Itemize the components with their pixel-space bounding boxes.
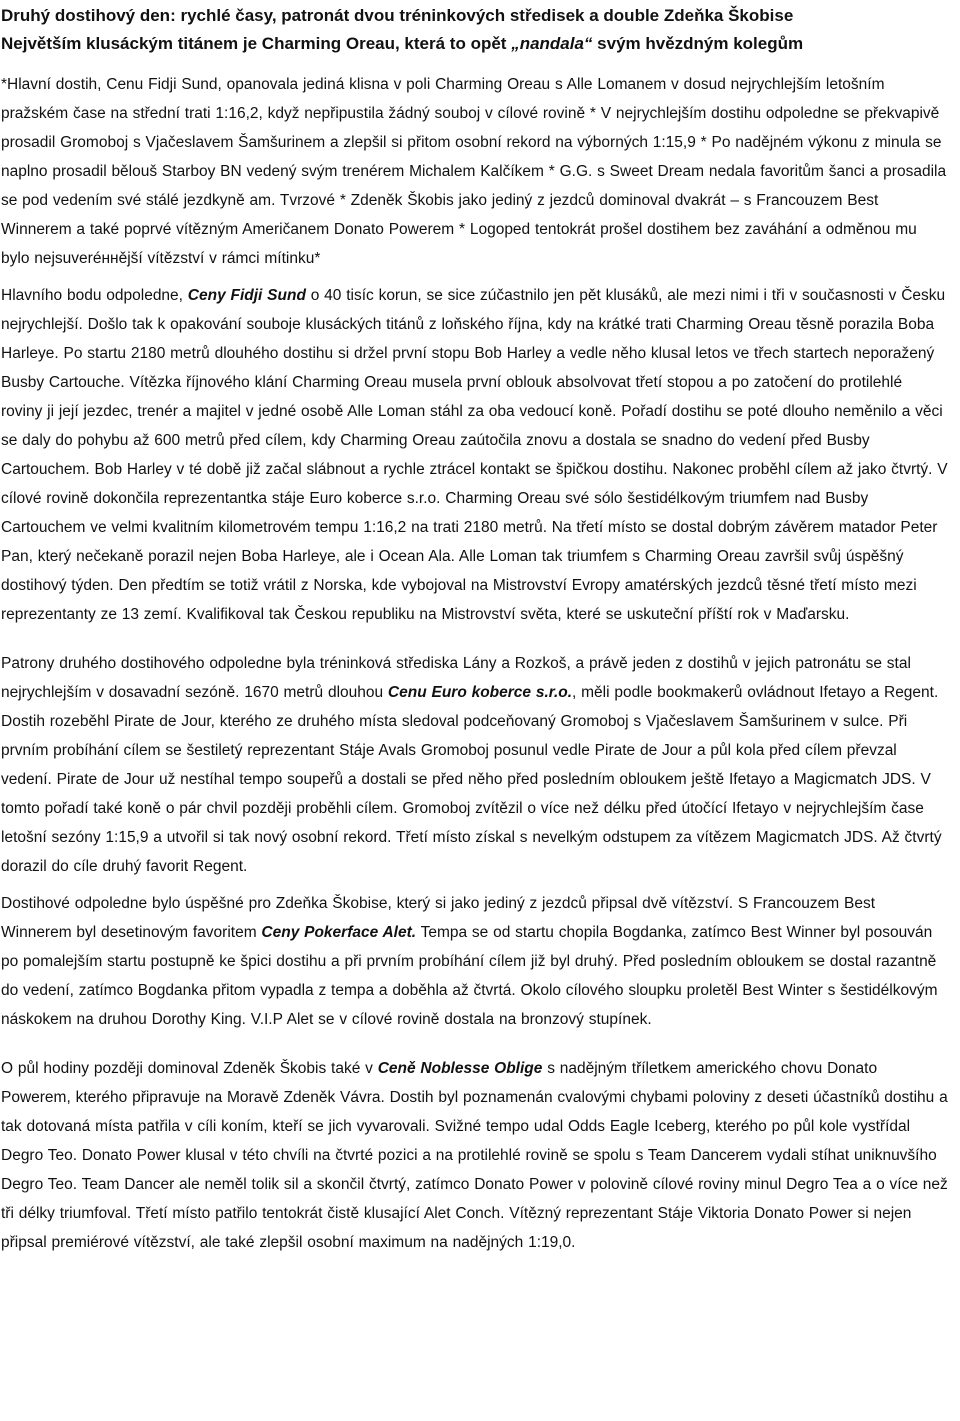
subtitle-part1: Největším klusáckým titánem je Charming Oreau, která to opět <box>1 34 512 53</box>
p3-text-a: Dostihové odpoledne bylo úspěšné pro Zdeňka Škobise, který si jako jediný z jezdců připsal dvě vítězství. S Francouzem Best Winnerem byl desetinovým favoritem <box>1 895 876 941</box>
paragraph-skobis-second <box>1 1054 948 1257</box>
p1-race-name: Ceny Fidji Sund <box>187 287 306 304</box>
p4-race-name: Ceně Noblesse Oblige <box>377 1060 543 1077</box>
p2-race-name: Cenu Euro koberce s.r.o. <box>387 684 573 701</box>
paragraph-skobis-first <box>1 889 948 1034</box>
p4-text-b: s nadějným tříletkem amerického chovu Donato Powerem, kterého připravuje na Moravě Zdeněk Vávra. Dostih byl poznamenán cvalovými chybami poloviny z deseti účastníků dostihu a tak dotovaná místa patřila v cíli koním, kteří se jich vyvarovali. Svižné tempo udal Odds Eagle Iceberg, kterého po půl kole vystřídal Degro Teo. Donato Power klusal v této chvíli na čtvrté pozici a na protilehlé rovině se spolu s Team Dancerem vydali stíhat uniknuvšího Degro Teo. Team Dancer ale neměl tolik sil a skončil čtvrtý, zatímco Donato Power v polovině cílové roviny minul Degro Tea a o více než tři délky triumfoval. Třetí místo patřilo tentokrát čistě klusající Alet Conch. Vítězný reprezentant Stáje Viktoria Donato Power si nejen připsal premiérové vítězství, ale také zlepšil osobní maximum na nadějných 1:19,0. <box>1 1060 948 1251</box>
p3-race-name: Ceny Pokerface Alet. <box>261 924 417 941</box>
p3-text-b: Tempa se od startu chopila Bogdanka, zatímco Best Winner byl posouván po pomalejším startu postupně ke špici dostihu a při prvním probíhání cílem již byl druhý. Před posledním obloukem se dostal razantně do vedení, zatímco Bogdanka přitom vypadla z tempa a doběhla až čtvrtá. Okolo cílového sloupku proletěl Best Winter s šestidélkovým náskokem na druhou Dorothy King. V.I.P Alet se v cílové rovině dostala na bronzový stupínek. <box>1 924 938 1028</box>
spacer <box>1 1034 948 1054</box>
spacer <box>1 881 948 889</box>
p1-text-b: o 40 tisíc korun, se sice zúčastnilo jen pět klusáků, ale mezi nimi i tři v současnosti v Česku nejrychlejší. Došlo tak k opakování souboje klusáckých titánů z loňského října, kdy na krátké trati Charming Oreau těsně porazila Boba Harleye. Po startu 2180 metrů dlouhého dostihu si držel první stopu Bob Harley a vedle něho klusal letos ve třech startech neporažený Busby Cartouche. Vítězka říjnového klání Charming Oreau musela první oblouk absolvovat třetí stopou a po zatočení do protilehlé roviny ji její jezdec, trenér a majitel v jedné osobě Alle Loman stáhl za oba vedoucí koně. Pořadí dostihu se poté dlouho neměnilo a věci se daly do pohybu až 600 metrů před cílem, kdy Charming Oreau zaútočila znovu a dostala se snadno do vedení před Busby Cartouchem. Bob Harley v té době již začal slábnout a rychle ztrácel kontakt se špičkou dostihu. Nakonec proběhl cílem až jako čtvrtý. V cílové rovině dokončila reprezentantka stáje Euro koberce s.r.o. Charming Oreau své sólo šestidélkovým triumfem nad Busby Cartouchem ve velmi kvalitním kilometrovém tempu 1:16,2 na trati 2180 metrů. Na třetí místo se dostal dobrým závěrem matador Peter Pan, který nečekaně porazil nejen Boba Harleye, ale i Ocean Ala. Alle Loman tak triumfem s Charming Oreau završil svůj úspěšný dostihový týden. Den předtím se totiž vrátil z Norska, kde vybojoval na Mistrovství Evropy amatérských jezdců těsné třetí místo mezi reprezentanty ze 13 zemí. Kvalifikoval tak Českou republiku na Mistrovství světa, které se uskuteční příští rok v Maďarsku. <box>1 287 948 623</box>
subtitle-part2: svým hvězdným kolegům <box>592 34 804 53</box>
paragraph-main-race <box>1 281 948 629</box>
article-intro: *Hlavní dostih, Cenu Fidji Sund, opanovala jediná klisna v poli Charming Oreau s Alle Lomanem v dosud nejrychlejším letošním pražském čase na střední trati 1:16,2, když nepřipustila žádný souboj v cílové rovině * V nejrychlejším dostihu odpoledne se překvapivě prosadil Gromoboj s Vjačeslavem Šamšurinem a zlepšil si přitom osobní rekord na výborných 1:15,9 * Po nadějném výkonu z minula se naplno prosadil bělouš Starboy BN vedený svým trenérem Michalem Kalčíkem * G.G. s Sweet Dream nedala favoritům šanci a prosadila se pod vedením své stálé jezdkyně am. Tvrzové * Zdeněk Škobis jako jediný z jezdců dominoval dvakrát – s Francouzem Best Winnerem a také poprvé vítězným Američanem Donato Powerem * Logoped tentokrát prošel dostihem bez zaváhání a odměnou mu bylo nejsuveréннější vítězství v rámci mítinku* <box>1 76 947 267</box>
p4-text-a: O půl hodiny později dominoval Zdeněk Škobis také v <box>1 1060 378 1077</box>
spacer <box>1 629 948 649</box>
article-title: Druhý dostihový den: rychlé časy, patronát dvou tréninkových středisek a double Zdeňka Škobise <box>1 6 794 25</box>
p2-text-b: , měli podle bookmakerů ovládnout Ifetayo a Regent. Dostih rozeběhl Pirate de Jour, kterého ze druhého místa sledoval podceňovaný Gromoboj s Vjačeslavem Šamšurinem v sulce. Při prvním probíhání cílem se šestiletý reprezentant Stáje Avals Gromoboj posunul vedle Pirate de Jour a půl kola před cílem převzal vedení. Pirate de Jour už nestíhal tempo soupeřů a dostali se před něho před posledním obloukem ještě Ifetayo a Magicmatch JDS. V tomto pořadí také koně o pár chvil později proběhli cílem. Gromoboj zvítězil o více než délku před útočící Ifetayo v nejrychlejším čase letošní sezóny 1:15,9 a utvořil si tak nový osobní rekord. Třetí místo získal s nevelkým odstupem za vítězem Magicmatch JDS. Až čtvrtý dorazil do cíle druhý favorit Regent. <box>1 684 942 875</box>
p2-text-a: Patrony druhého dostihového odpoledne byla tréninková střediska Lány a Rozkoš, a právě jeden z dostihů v jejich patronátu se stal nejrychlejším v dosavadní sezóně. 1670 metrů dlouhou <box>1 655 911 701</box>
spacer <box>1 273 948 281</box>
subtitle-quote: „nandala“ <box>511 34 593 53</box>
p1-text-a: Hlavního bodu odpoledne, <box>1 287 188 304</box>
article-subtitle <box>1 30 948 58</box>
paragraph-patrons <box>1 649 948 881</box>
